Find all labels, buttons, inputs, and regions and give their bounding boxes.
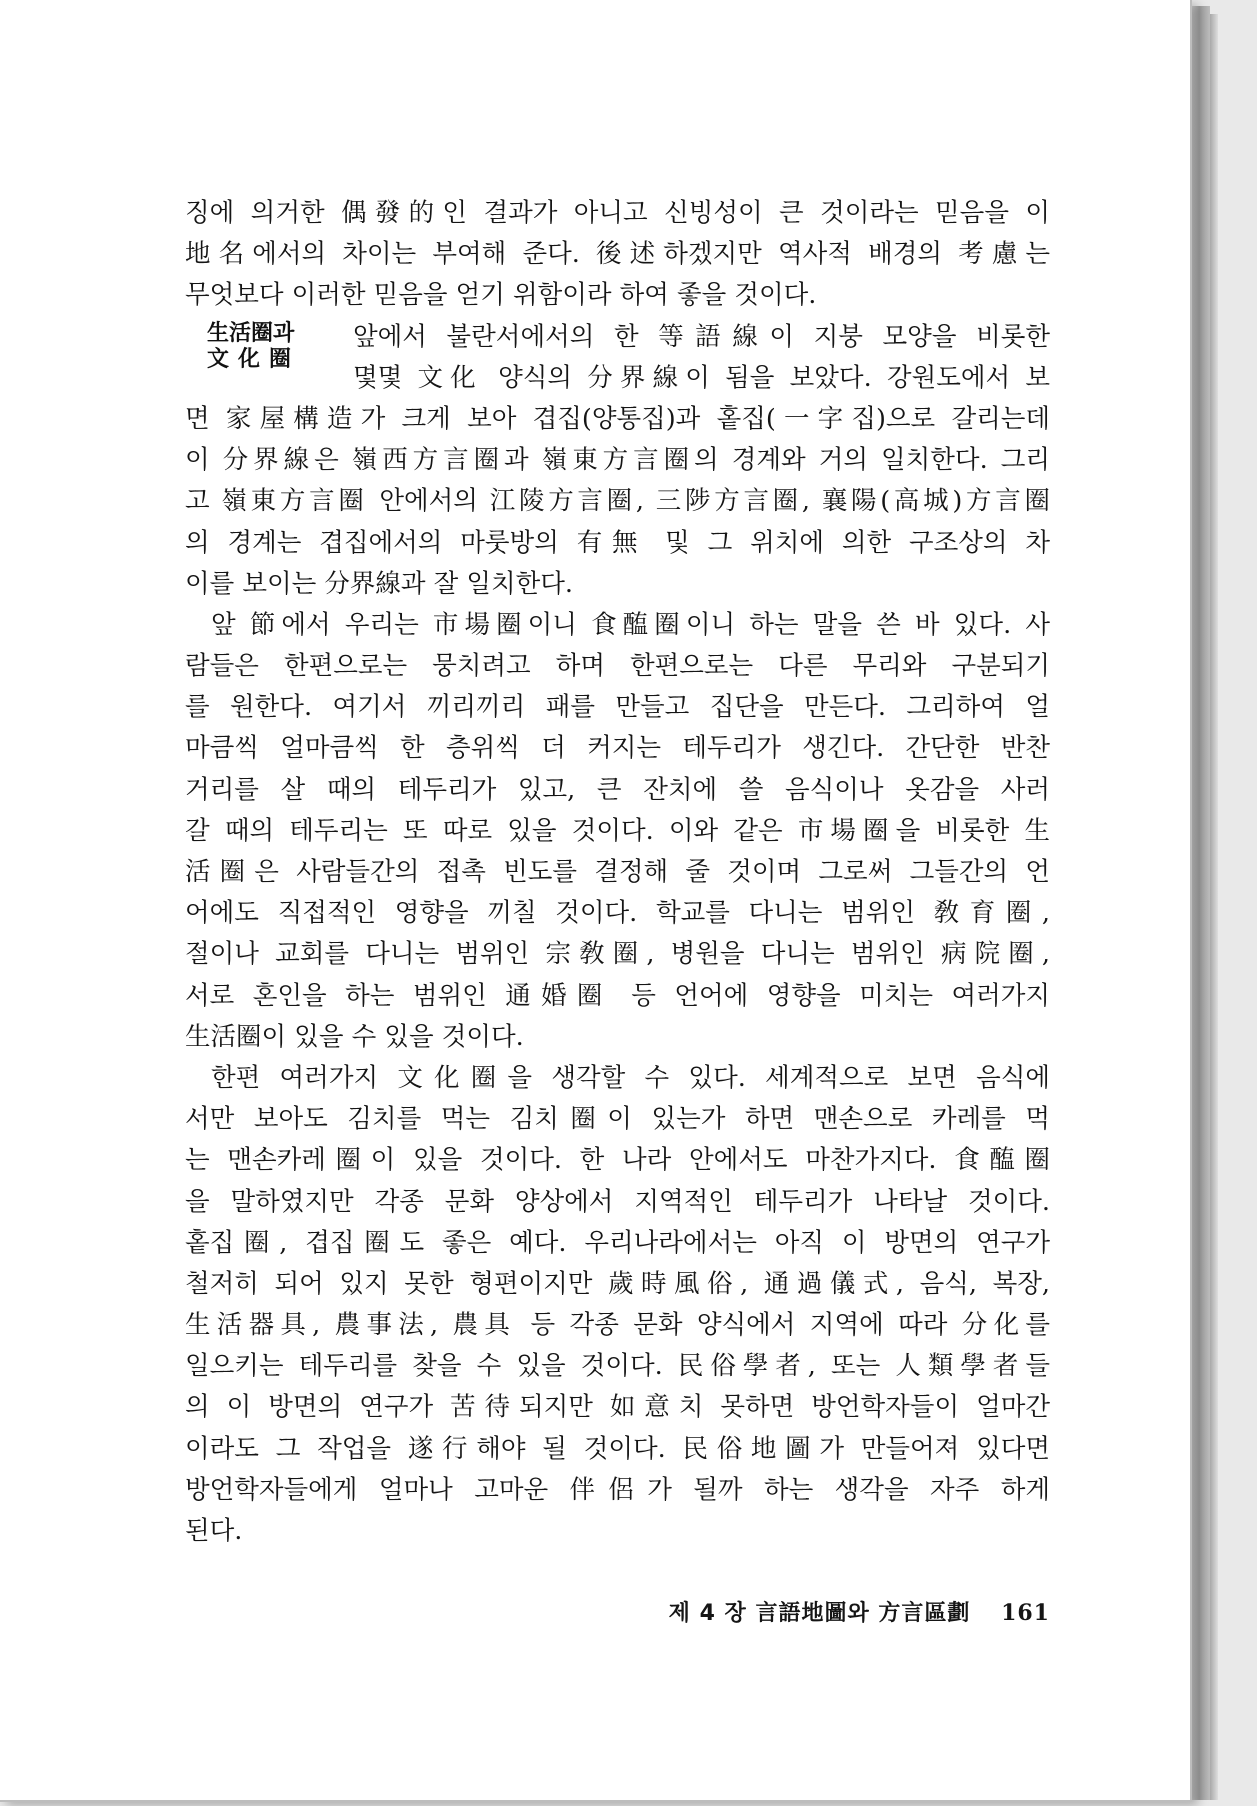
text-line: 절이나 교회를 다니는 범위인 宗敎圈, 병원을 다니는 범위인 病院圈, xyxy=(185,939,1050,970)
text-line: 의 이 방면의 연구가 苦待되지만 如意치 못하면 방언학자들이 얼마간 xyxy=(185,1392,1050,1423)
footer-title: 言語地圖와 方言區劃 xyxy=(755,1601,971,1626)
text-line: 방언학자들에게 얼마나 고마운 伴侶가 될까 하는 생각을 자주 하게 xyxy=(185,1474,1050,1505)
section-heading-line-2: 文化圈 xyxy=(207,346,301,372)
footer-chapter: 제 4 장 xyxy=(668,1601,747,1626)
text-line: 고 嶺東方言圈 안에서의 江陵方言圈, 三陟方言圈, 襄陽(高城)方言圈 xyxy=(185,486,1050,517)
text-line: 마큼씩 얼마큼씩 한 층위씩 더 커지는 테두리가 생긴다. 간단한 반찬 xyxy=(185,733,1050,764)
text-line: 면 家屋構造가 크게 보아 겹집(양통집)과 홑집(一字집)으로 갈리는데 xyxy=(185,403,1050,434)
text-line: 를 원한다. 여기서 끼리끼리 패를 만들고 집단을 만든다. 그리하여 얼 xyxy=(185,692,1050,723)
section-living-culture-zones xyxy=(185,317,1050,605)
text-line: 는 맨손카레圈이 있을 것이다. 한 나라 안에서도 마찬가지다. 食醢圈 xyxy=(185,1145,1050,1176)
text-line: 한편 여러가지 文化圈을 생각할 수 있다. 세계적으로 보면 음식에 xyxy=(211,1062,1050,1093)
text-line: 무엇보다 이러한 믿음을 얻기 위함이라 하여 좋을 것이다. xyxy=(185,280,817,311)
section-heading xyxy=(207,321,317,373)
text-line: 地名에서의 차이는 부여해 준다. 後述하겠지만 역사적 배경의 考慮는 xyxy=(185,239,1050,270)
text-line: 活圈은 사람들간의 접촉 빈도를 결정해 줄 것이며 그로써 그들간의 언 xyxy=(185,857,1050,887)
text-line: 징에 의거한 偶發的인 결과가 아니고 신빙성이 큰 것이라는 믿음을 이 xyxy=(185,198,1050,228)
text-line: 람들은 한편으로는 뭉치려고 하며 한편으로는 다른 무리와 구분되기 xyxy=(185,651,1050,682)
text-line: 철저히 되어 있지 못한 형편이지만 歲時風俗, 通過儀式, 음식, 복장, xyxy=(185,1268,1050,1299)
text-line: 앞 節에서 우리는 市場圈이니 食醢圈이니 하는 말을 쓴 바 있다. 사 xyxy=(211,609,1050,640)
running-footer xyxy=(640,1596,1050,1627)
text-line: 갈 때의 테두리는 또 따로 있을 것이다. 이와 같은 市場圈을 비롯한 生 xyxy=(185,815,1050,846)
text-line: 을 말하였지만 각종 문화 양상에서 지역적인 테두리가 나타날 것이다. xyxy=(185,1186,1050,1217)
page-edge-shadow xyxy=(1210,14,1218,1800)
text-line: 어에도 직접적인 영향을 끼칠 것이다. 학교를 다니는 범위인 敎育圈, xyxy=(185,898,1050,929)
text-line: 된다. xyxy=(185,1516,243,1546)
paragraph-1 xyxy=(185,193,1050,317)
text-line: 이라도 그 작업을 遂行해야 될 것이다. 民俗地圖가 만들어져 있다면 xyxy=(185,1433,1050,1464)
body-text xyxy=(185,193,1050,1552)
text-line: 앞에서 불란서에서의 한 等語線이 지붕 모양을 비롯한 xyxy=(353,321,1050,352)
text-line: 이를 보이는 分界線과 잘 일치한다. xyxy=(185,568,573,599)
paragraph-3 xyxy=(185,1058,1050,1552)
page-edge xyxy=(1192,6,1210,1800)
paragraph-2 xyxy=(185,605,1050,1058)
section-heading-line-1: 生活圈과 xyxy=(207,320,295,346)
text-line: 몇몇 文化 양식의 分界線이 됨을 보았다. 강원도에서 보 xyxy=(353,362,1050,393)
text-line: 서만 보아도 김치를 먹는 김치圈이 있는가 하면 맨손으로 카레를 먹 xyxy=(185,1104,1050,1135)
text-line: 거리를 살 때의 테두리가 있고, 큰 잔치에 쓸 음식이나 옷감을 사러 xyxy=(185,774,1050,805)
text-line: 의 경계는 겹집에서의 마룻방의 有無 및 그 위치에 의한 구조상의 차 xyxy=(185,527,1050,558)
text-line: 生活圈이 있을 수 있을 것이다. xyxy=(185,1021,524,1052)
text-line: 서로 혼인을 하는 범위인 通婚圈 등 언어에 영향을 미치는 여러가지 xyxy=(185,980,1050,1011)
text-line: 홑집圈, 겹집圈도 좋은 예다. 우리나라에서는 아직 이 방면의 연구가 xyxy=(185,1227,1050,1258)
text-line: 이 分界線은 嶺西方言圈과 嶺東方言圈의 경계와 거의 일치한다. 그리 xyxy=(185,445,1050,476)
text-line: 일으키는 테두리를 찾을 수 있을 것이다. 民俗學者, 또는 人類學者들 xyxy=(185,1351,1050,1382)
text-line: 生活器具, 農事法, 農具 등 각종 문화 양식에서 지역에 따라 分化를 xyxy=(185,1310,1050,1341)
page-number: 161 xyxy=(1001,1600,1050,1626)
